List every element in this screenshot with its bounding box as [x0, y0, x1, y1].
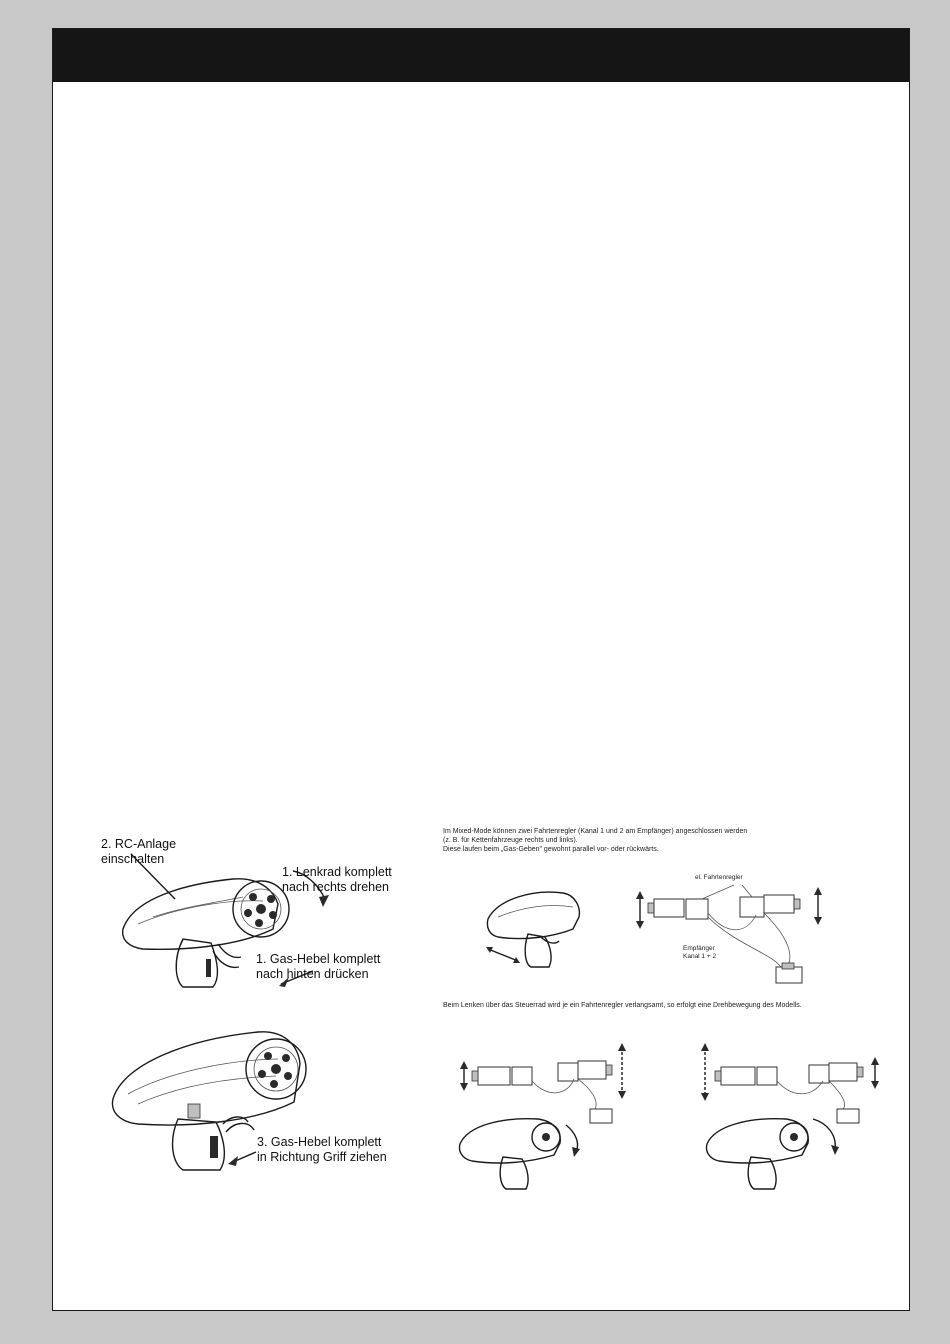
steering-diagram-left-turn: [701, 1039, 891, 1189]
steering-diagram-right-turn: [458, 1039, 638, 1189]
steering-explanation: Beim Lenken über das Steuerrad wird je ein Fahrtenregler verlangsamt, so erfolgt eine Drehbewegung des Modells.: [443, 1002, 802, 1009]
label-throttle-back: 1. Gas-Hebel komplett nach hinten drücken: [256, 952, 381, 981]
label-pull-throttle: 3. Gas-Hebel komplett in Richtung Griff ziehen: [257, 1135, 387, 1164]
receiver-label: Empfänger Kanal 1 + 2: [683, 945, 717, 961]
transmitter-small-illustration: [483, 879, 583, 969]
mixed-mode-intro: Im Mixed-Mode können zwei Fahrtenregler (Kanal 1 und 2 am Empfänger) angeschlossen werden (z. B. für Kettenfahrzeuge rechts und links). Diese laufen beim „Gas-Geben" gewohnt parallel vor- oder rückwärts.: [443, 828, 748, 854]
manual-page: [52, 28, 910, 1311]
esc-label: el. Fahrtenregler: [695, 874, 743, 881]
mixed-mode-wiring-diagram: [636, 885, 831, 985]
label-wheel-right: 1. Lenkrad komplett nach rechts drehen: [282, 865, 392, 894]
header-bar: [53, 29, 909, 82]
label-rc-on: 2. RC-Anlage einschalten: [101, 837, 177, 866]
